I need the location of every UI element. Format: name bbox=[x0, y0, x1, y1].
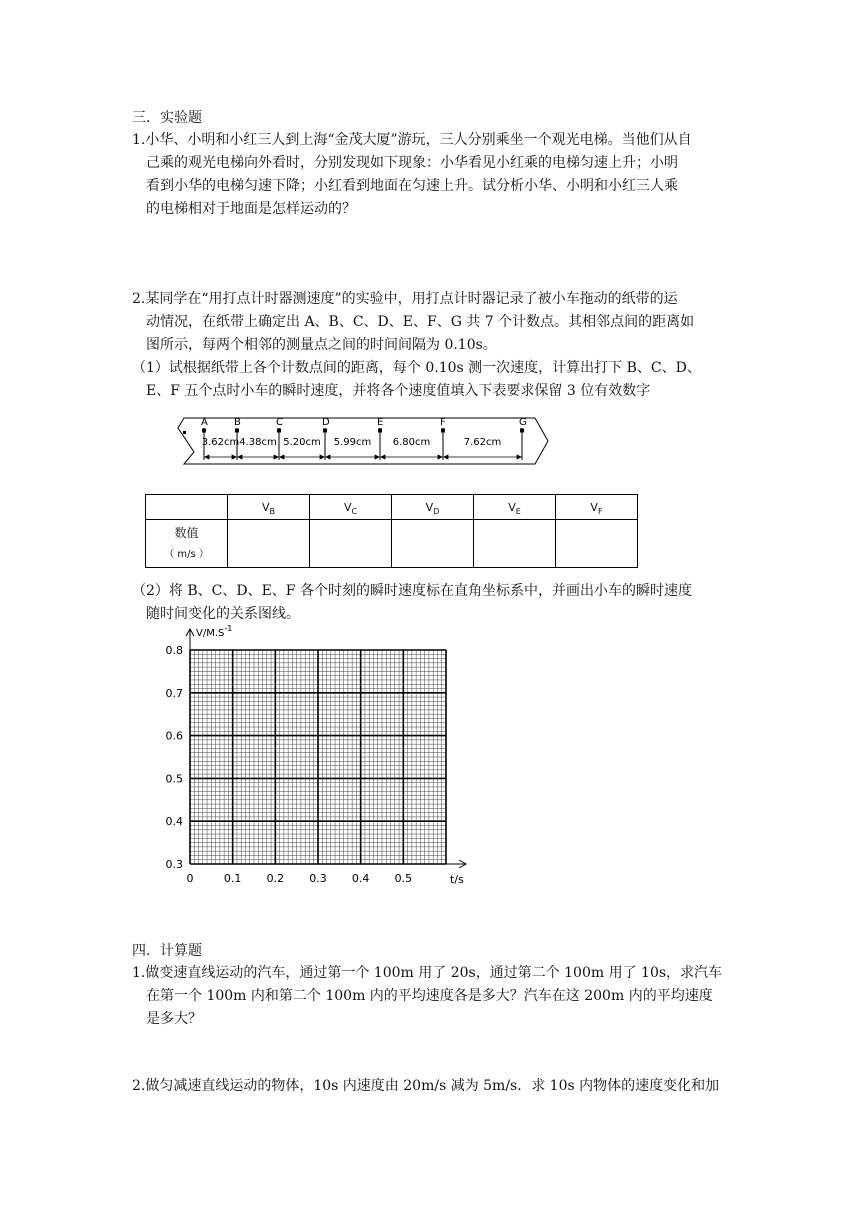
tape-arrowhead-left-3 bbox=[280, 455, 284, 459]
x-tick-label: 0.1 bbox=[223, 872, 242, 885]
tape-arrowhead-right-2 bbox=[274, 455, 278, 459]
velocity-table bbox=[145, 494, 638, 568]
question-2-part-1-line-2: E、F 五个点时小车的瞬时速度，并将各个速度值填入下表要求保留 3 位有效数字 bbox=[146, 383, 651, 399]
tape-dot-G bbox=[521, 429, 524, 432]
section-3-heading: 三．实验题 bbox=[132, 110, 202, 126]
tape-arrowhead-left-4 bbox=[326, 455, 330, 459]
x-tick-label: 0.5 bbox=[394, 872, 413, 885]
y-tick-label: 0.7 bbox=[165, 686, 183, 700]
tape-distance-label-6: 7.62cm bbox=[463, 437, 502, 448]
tape-point-labels bbox=[201, 417, 527, 428]
tape-distance-label-1: 3.62cm bbox=[201, 437, 240, 448]
question-2-line-3: 图所示，每两个相邻的测量点之间的时间间隔为 0.10s。 bbox=[146, 337, 497, 353]
x-tick-label: 0 bbox=[186, 872, 194, 885]
header-vb: $V_B$ bbox=[228, 495, 310, 520]
tape-point-label-C: C bbox=[276, 417, 283, 428]
row-label-value: 数值 （ m/s ） bbox=[146, 520, 228, 568]
tape-point-label-D: D bbox=[322, 417, 330, 428]
tape-arrowhead-right-6 bbox=[517, 455, 521, 459]
header-ve: $V_E$ bbox=[474, 495, 556, 520]
question-2-part-2-line-2: 随时间变化的关系图线。 bbox=[146, 606, 300, 622]
y-tick-label: 0.3 bbox=[165, 858, 183, 871]
header-vd: $V_D$ bbox=[392, 495, 474, 520]
tape-distance-label-5: 6.80cm bbox=[392, 437, 431, 448]
tape-distance-label-2: 4.38cm bbox=[239, 437, 277, 448]
tape-point-label-E: E bbox=[377, 417, 384, 428]
question-2-line-2: 动情况，在纸带上确定出 A、B、C、D、E、F、G 共 7 个计数点。其相邻点间的距离如 bbox=[146, 314, 695, 330]
x-axis-label: t/s bbox=[450, 873, 464, 886]
question-2-line-1: 2.某同学在“用打点计时器测速度”的实验中，用打点计时器记录了被小车拖动的纸带的运 bbox=[132, 291, 678, 307]
calc-question-2-line-1: 2.做匀减速直线运动的物体，10s 内速度由 20m/s 减为 5m/s．求 10s 内物体的速度变化和加 bbox=[132, 1078, 720, 1094]
velocity-table-value-row bbox=[146, 520, 638, 568]
tape-distance-label-3: 5.20cm bbox=[283, 437, 321, 448]
tape-dot-F bbox=[442, 429, 445, 432]
section-4-heading: 四．计算题 bbox=[132, 943, 202, 959]
y-axis-label: $V/M.S^{-1}$ bbox=[196, 624, 233, 639]
tape-arrowhead-right-4 bbox=[375, 455, 379, 459]
x-tick-label: 0.3 bbox=[309, 872, 327, 885]
tape-point-label-G: G bbox=[519, 417, 527, 428]
tape-arrowhead-left-6 bbox=[444, 455, 448, 459]
question-2-part-2-line-1: （2）将 B、C、D、E、F 各个时刻的瞬时速度标在直角坐标系中，并画出小车的瞬时速度 bbox=[132, 583, 692, 599]
question-1-line-4: 的电梯相对于地面是怎样运动的？ bbox=[146, 201, 356, 217]
cell-vb-answer[interactable] bbox=[228, 520, 310, 568]
cell-vd-answer[interactable] bbox=[392, 520, 474, 568]
tape-point-label-F: F bbox=[440, 417, 446, 428]
question-2-part-1-line-1: （1）试根据纸带上各个计数点间的距离，每个 0.10s 测一次速度，计算出打下 B、C、D、 bbox=[132, 360, 701, 376]
cell-ve-answer[interactable] bbox=[474, 520, 556, 568]
header-vc: $V_C$ bbox=[310, 495, 392, 520]
tape-dot-E bbox=[379, 429, 382, 432]
header-vf: $V_F$ bbox=[556, 495, 638, 520]
tape-dot-C bbox=[278, 429, 281, 432]
x-tick-label: 0.2 bbox=[266, 872, 285, 885]
velocity-time-graph bbox=[150, 622, 480, 887]
question-1-line-1: 1.小华、小明和小红三人到上海“金茂大厦”游玩，三人分别乘坐一个观光电梯。当他们从自 bbox=[132, 132, 692, 148]
question-1-line-3: 看到小华的电梯匀速下降；小红看到地面在匀速上升。试分析小华、小明和小红三人乘 bbox=[146, 178, 678, 194]
tape-dot-B bbox=[236, 429, 239, 432]
tape-dot-D bbox=[324, 429, 327, 432]
y-tick-label: 0.6 bbox=[165, 729, 183, 743]
velocity-table-header-row bbox=[146, 495, 638, 520]
y-tick-label: 0.4 bbox=[165, 815, 183, 829]
x-tick-label: 0.4 bbox=[351, 872, 370, 885]
tape-distance-label-4: 5.99cm bbox=[333, 437, 372, 448]
tape-start-dot bbox=[183, 431, 186, 434]
cell-vc-answer[interactable] bbox=[310, 520, 392, 568]
tape-dot-A bbox=[203, 429, 206, 432]
calc-question-1-line-3: 是多大？ bbox=[146, 1011, 202, 1027]
tape-arrowhead-left-2 bbox=[238, 455, 242, 459]
tape-point-label-B: B bbox=[234, 417, 241, 428]
tape-point-label-A: A bbox=[201, 417, 208, 428]
y-tick-label: 0.8 bbox=[165, 644, 183, 657]
y-tick-label: 0.5 bbox=[165, 772, 183, 786]
tape-arrowhead-right-1 bbox=[232, 455, 236, 459]
tape-arrows bbox=[205, 455, 521, 459]
tape-arrowhead-right-3 bbox=[320, 455, 324, 459]
cell-vf-answer[interactable] bbox=[556, 520, 638, 568]
tape-distance-labels bbox=[202, 437, 502, 448]
calc-question-1-line-2: 在第一个 100m 内和第二个 100m 内的平均速度各是多大？汽车在这 200m 内的平均速度 bbox=[146, 988, 713, 1004]
question-1-line-2: 己乘的观光电梯向外看时，分别发现如下现象：小华看见小红乘的电梯匀速上升；小明 bbox=[146, 155, 678, 171]
velocity-table-corner bbox=[146, 495, 228, 520]
tape-arrowhead-left-1 bbox=[205, 455, 209, 459]
tape-arrowhead-right-5 bbox=[438, 455, 442, 459]
tape-arrowhead-left-5 bbox=[381, 455, 385, 459]
ticker-tape-figure bbox=[170, 410, 550, 472]
calc-question-1-line-1: 1.做变速直线运动的汽车，通过第一个 100m 用了 20s，通过第二个 100m 用了 10s，求汽车 bbox=[132, 965, 723, 981]
